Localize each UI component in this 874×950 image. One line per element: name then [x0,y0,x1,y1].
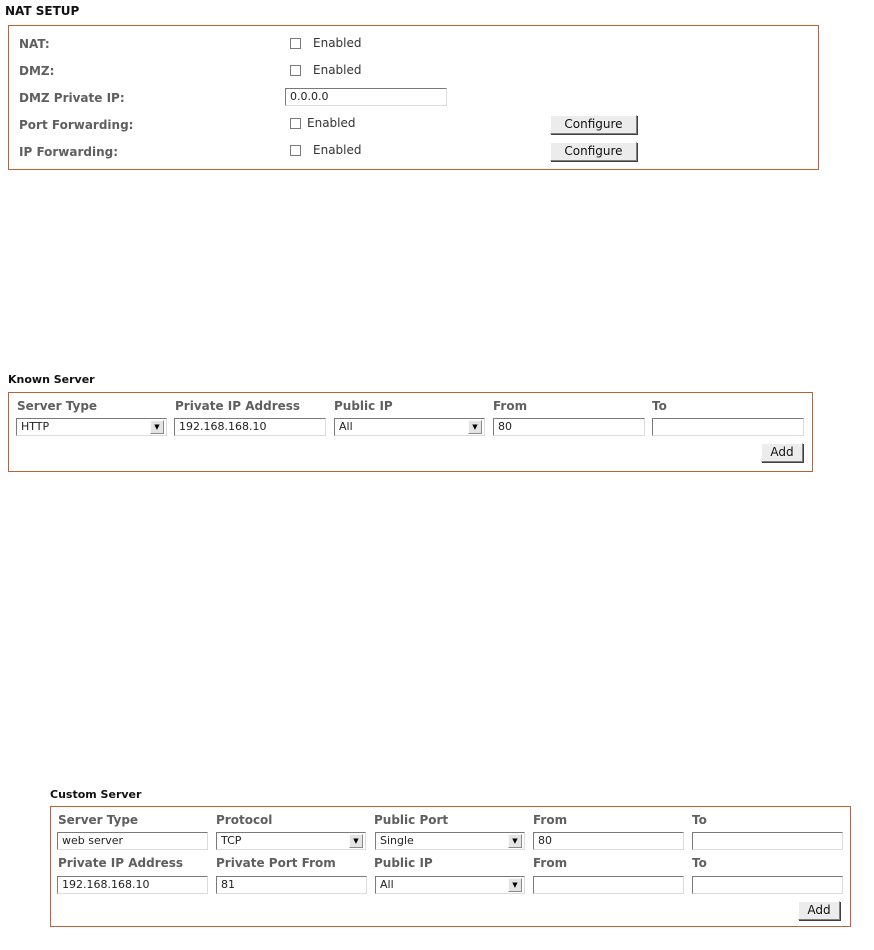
custom-header-server-type: Server Type [58,813,139,827]
custom-server-panel [50,806,851,927]
known-private-ip-input[interactable]: 192.168.168.10 [174,418,326,436]
custom-header-private-port-from: Private Port From [216,856,336,870]
dmz-label: DMZ: [19,64,55,78]
dropdown-arrow-icon[interactable]: ▼ [508,878,522,892]
custom-public-port-value: Single [380,834,414,847]
port-forwarding-configure-button[interactable]: Configure [550,115,637,134]
custom-header-to-2: To [692,856,707,870]
dmz-private-ip-label: DMZ Private IP: [19,91,125,105]
custom-header-from: From [533,813,568,827]
known-header-public-ip: Public IP [334,399,393,413]
custom-public-ip-value: All [380,878,394,891]
custom-header-public-port: Public Port [374,813,449,827]
known-add-button[interactable]: Add [761,443,803,462]
known-to-input[interactable] [652,418,804,436]
custom-private-port-from-input[interactable]: 81 [216,876,367,894]
nat-enabled-checkbox[interactable] [290,38,301,49]
port-forwarding-label: Port Forwarding: [19,118,134,132]
known-public-ip-value: All [339,420,353,433]
custom-from-input[interactable]: 80 [533,832,684,850]
custom-header-from-2: From [533,856,568,870]
custom-private-ip-input[interactable]: 192.168.168.10 [57,876,208,894]
custom-protocol-select[interactable] [216,832,366,850]
custom-public-port-select[interactable] [375,832,525,850]
known-server-panel [8,392,813,472]
custom-header-private-ip: Private IP Address [58,856,184,870]
ip-forwarding-enabled-label: Enabled [313,143,362,157]
port-forwarding-enabled-label: Enabled [307,116,356,130]
custom-from-2-input[interactable] [533,876,684,894]
known-server-title: Known Server [8,373,95,386]
dmz-enabled-label: Enabled [313,63,362,77]
custom-protocol-value: TCP [221,834,242,847]
known-public-ip-select[interactable] [334,418,485,436]
dropdown-arrow-icon[interactable]: ▼ [468,420,482,434]
nat-enabled-label: Enabled [313,36,362,50]
known-header-server-type: Server Type [17,399,98,413]
nat-setup-title: NAT SETUP [5,4,80,18]
dmz-private-ip-input[interactable]: 0.0.0.0 [285,88,447,106]
known-server-type-value: HTTP [21,420,50,433]
custom-server-title: Custom Server [50,788,142,801]
custom-public-ip-select[interactable] [375,876,525,894]
nat-label: NAT: [19,37,50,51]
known-header-to: To [652,399,667,413]
custom-header-public-ip: Public IP [374,856,433,870]
custom-header-to: To [692,813,707,827]
ip-forwarding-label: IP Forwarding: [19,145,119,159]
known-header-from: From [493,399,528,413]
dropdown-arrow-icon[interactable]: ▼ [508,834,522,848]
dropdown-arrow-icon[interactable]: ▼ [150,420,164,434]
custom-header-protocol: Protocol [216,813,273,827]
known-server-type-select[interactable] [16,418,167,436]
known-header-private-ip: Private IP Address [175,399,301,413]
nat-setup-panel [8,25,819,170]
ip-forwarding-configure-button[interactable]: Configure [550,142,637,161]
port-forwarding-checkbox[interactable] [290,118,301,129]
custom-to-input[interactable] [692,832,843,850]
dropdown-arrow-icon[interactable]: ▼ [349,834,363,848]
dmz-enabled-checkbox[interactable] [290,65,301,76]
custom-server-type-input[interactable]: web server [57,832,208,850]
custom-to-2-input[interactable] [692,876,843,894]
ip-forwarding-checkbox[interactable] [290,145,301,156]
known-from-input[interactable]: 80 [493,418,645,436]
custom-add-button[interactable]: Add [798,901,840,920]
